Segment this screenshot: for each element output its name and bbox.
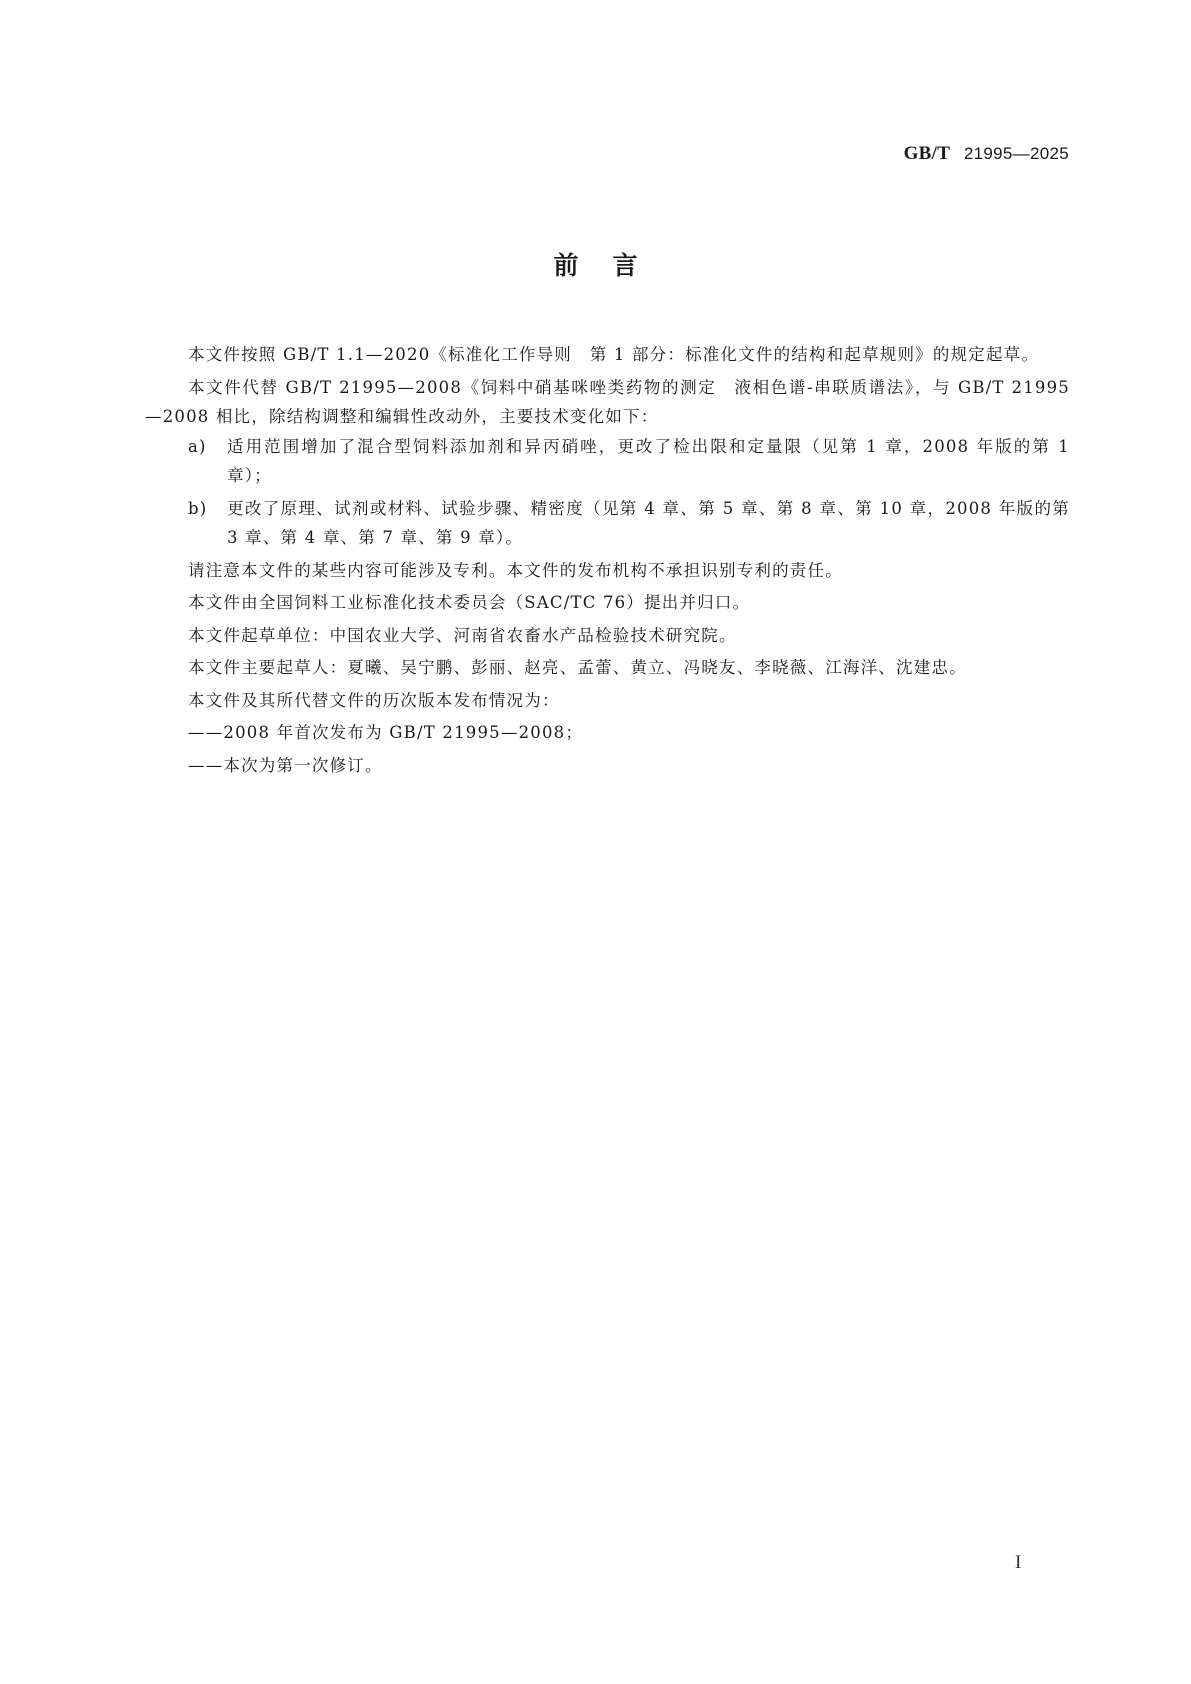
list-marker: a) xyxy=(188,436,207,456)
list-marker: b) xyxy=(188,498,208,518)
change-item-b xyxy=(145,494,1070,553)
paragraph-drafting-units: 本文件起草单位：中国农业大学、河南省农畜水产品检验技术研究院。 xyxy=(188,625,737,645)
paragraph-patent-notice: 请注意本文件的某些内容可能涉及专利。本文件的发布机构不承担识别专利的责任。 xyxy=(188,560,843,580)
paragraph-replacement: 本文件代替 GB/T 21995—2008《饲料中硝基咪唑类药物的测定 液相色谱-串联质谱法》，与 GB/T 21995—2008 相比，除结构调整和编辑性改动外，主要技术变化如下： xyxy=(145,377,1070,426)
paragraph-history-intro: 本文件及其所代替文件的历次版本发布情况为： xyxy=(188,690,560,710)
standard-code: GB/T xyxy=(903,143,951,164)
page-number: I xyxy=(1015,1552,1022,1573)
foreword-body xyxy=(145,340,1070,780)
paragraph-proposer: 本文件由全国饲料工业标准化技术委员会（SAC/TC 76）提出并归口。 xyxy=(188,593,751,612)
history-item: ——2008 年首次发布为 GB/T 21995—2008； xyxy=(188,723,584,742)
history-item: ——本次为第一次修订。 xyxy=(188,755,383,775)
list-item-text: 适用范围增加了混合型饲料添加剂和异丙硝唑，更改了检出限和定量限（见第 1 章，2008 年版的第 1 章）； xyxy=(227,436,1070,485)
standard-number: 21995—2025 xyxy=(963,144,1069,163)
change-item-a xyxy=(145,432,1070,491)
page-title: 前言 xyxy=(553,251,672,280)
list-item-text: 更改了原理、试剂或材料、试验步骤、精密度（见第 4 章、第 5 章、第 8 章、第 10 章，2008 年版的第 3 章、第 4 章、第 7 章、第 9 章）。 xyxy=(227,498,1070,547)
paragraph-drafters: 本文件主要起草人：夏曦、吴宁鹏、彭丽、赵亮、孟蕾、黄立、冯晓友、李晓薇、江海洋、沈建忠。 xyxy=(188,658,967,677)
standard-header xyxy=(904,143,1069,165)
paragraph-drafting-rules: 本文件按照 GB/T 1.1—2020《标准化工作导则 第 1 部分：标准化文件的结构和起草规则》的规定起草。 xyxy=(188,345,1040,364)
